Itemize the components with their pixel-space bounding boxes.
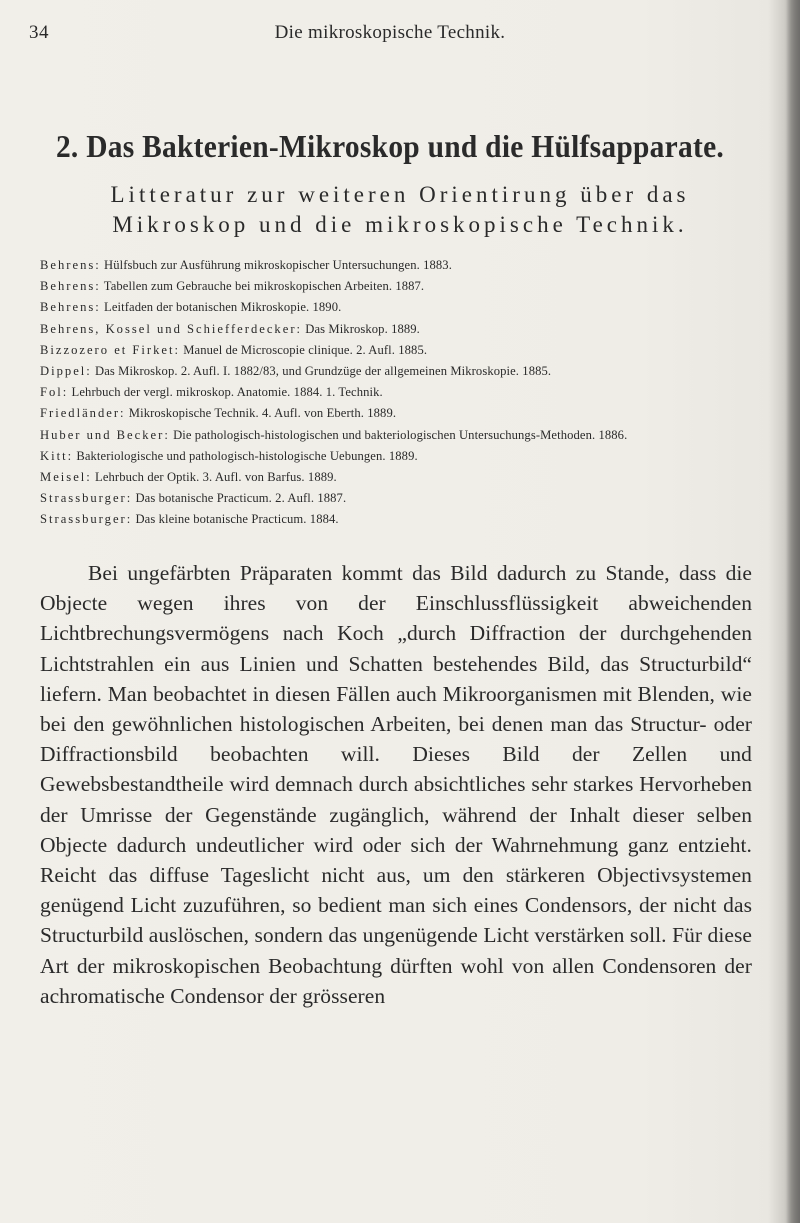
reference-author: Strassburger: [40, 491, 133, 506]
reference-text: Tabellen zum Gebrauche bei mikroskopischen Arbeiten. 1887. [100, 279, 425, 294]
reference-text: Manuel de Microscopie clinique. 2. Aufl. 1885. [180, 342, 428, 357]
reference-author: Dippel: [40, 364, 92, 379]
reference-item [40, 403, 752, 424]
reference-text: Lehrbuch der Optik. 3. Aufl. von Barfus. 1889. [91, 470, 337, 485]
reference-author: Behrens: [40, 300, 101, 315]
reference-item [40, 255, 752, 276]
reference-text: Lehrbuch der vergl. mikroskop. Anatomie. 1884. 1. Technik. [68, 385, 383, 400]
reference-author: Fol: [40, 385, 69, 400]
reference-author: Behrens: [40, 258, 101, 272]
page-header [0, 22, 780, 52]
reference-author: Bizzozero et Firket: [40, 342, 181, 357]
reference-author: Huber und Becker: [40, 427, 170, 442]
page-spine-shadow [786, 0, 800, 1223]
body-paragraph: Bei ungefärbten Präparaten kommt das Bild dadurch zu Stande, dass die Objecte wegen ihres von der Einschlussflüssigkeit abweichenden Lichtbrechungsvermögens nach Koch „durch Diffraction der durchgehenden Lichtstrahlen ein aus Linien und Schatten bestehendes Bild, das Structurbild“ liefern. Man beobachtet in diesen Fällen auch Mikroorganismen mit Blenden, wie bei den gewöhnlichen histologischen Arbeiten, bei denen man das Structur- oder Diffractionsbild beobachten will. Dieses Bild der Zellen und Gewebsbestandtheile wird demnach durch absichtliches sehr starkes Hervorheben der Umrisse der Gegenstände zugänglich, während der Inhalt dieser selben Objecte dadurch undeutlicher wird oder sich der Wahrnehmung ganz entzieht. Reicht das diffuse Tageslicht nicht aus, um den stärkeren Objectivsystemen genügend Licht zuzuführen, so bedient man sich eines Condensors, der nicht das Structurbild auslöschen, sondern das ungenügende Licht verstärken soll. Für diese Art der mikroskopischen Beobachtung dürften wohl von allen Condensoren der achromatische Condensor der grösseren [40, 561, 752, 1008]
reference-text: Das Mikroskop. 2. Aufl. I. 1882/83, und Grundzüge der allgemeinen Mikroskopie. 1885. [91, 364, 552, 379]
reference-item [40, 276, 752, 297]
reference-text: Das botanische Practicum. 2. Aufl. 1887. [132, 491, 347, 506]
section-title: 2. Das Bakterien-Mikroskop und die Hülfsapparate. [55, 128, 725, 164]
reference-item [40, 382, 752, 403]
reference-author: Strassburger: [40, 512, 133, 527]
reference-item [40, 319, 752, 340]
reference-item [40, 488, 752, 509]
reference-text: Das Mikroskop. 1889. [302, 321, 420, 336]
page-number: 34 [29, 22, 49, 43]
reference-text: Leitfaden der botanischen Mikroskopie. 1890. [100, 300, 342, 315]
reference-item [40, 446, 752, 467]
reference-text: Mikroskopische Technik. 4. Aufl. von Eberth. 1889. [125, 406, 397, 421]
reference-author: Behrens, Kossel und Schiefferdecker: [40, 321, 303, 336]
reference-item [40, 361, 752, 382]
reference-text: Hülfsbuch zur Ausführung mikroskopischer Untersuchungen. 1883. [100, 258, 452, 272]
reference-text: Bakteriologische und pathologisch-histologische Uebungen. 1889. [73, 448, 418, 463]
reference-author: Behrens: [40, 279, 101, 294]
literature-heading: Litteratur zur weiteren Orientirung über das Mikroskop und die mikroskopische Technik. [110, 182, 690, 237]
running-head: Die mikroskopische Technik. [274, 22, 506, 43]
body-text [40, 558, 752, 1011]
reference-item [40, 425, 752, 446]
reference-list [40, 255, 752, 531]
reference-item [40, 297, 752, 318]
reference-item [40, 340, 752, 361]
reference-author: Kitt: [40, 448, 74, 463]
reference-item [40, 467, 752, 488]
reference-item [40, 509, 752, 530]
reference-author: Meisel: [40, 470, 92, 485]
reference-text: Das kleine botanische Practicum. 1884. [132, 512, 339, 527]
reference-text: Die pathologisch-histologischen und bakteriologischen Untersuchungs-Methoden. 1886. [169, 427, 628, 442]
reference-author: Friedländer: [40, 406, 126, 421]
